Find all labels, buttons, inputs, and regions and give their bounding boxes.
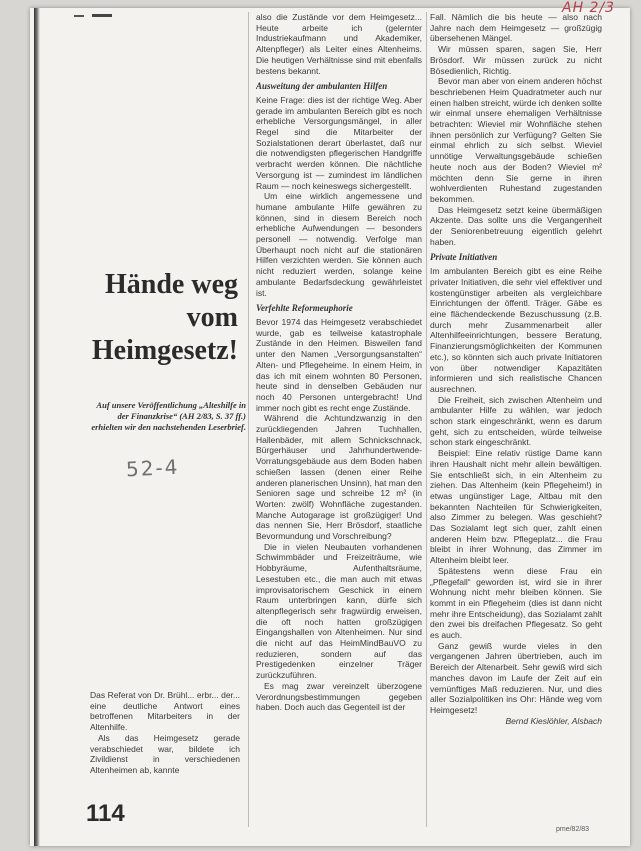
paragraph: Spätestens wenn diese Frau ein „Pflegefall“ geworden ist, wird sie in ihrer Wohnung nicht mehr bleiben können. Sie kommt in ein Pflegeheim (dies ist dann nicht mehr ihre Entscheidung), das Sozialamt zahlt den zwei bis dreifachen Pflegesatz. So geht es auch. <box>430 565 602 641</box>
handwritten-note: 52-4 <box>125 454 180 482</box>
column-divider <box>426 12 427 827</box>
paragraph: Die in vielen Neubauten vorhandenen Schwimmbäder und Freizeiträume, wie Hobbyräume, Aufenthaltsräume, Lesestuben etc., die man auch mit etwas improvisatorischem Geschick in einem Raum unterbringen kann, dürfe sich altenpflegerisch sehr fragwürdig erweisen, die oft noch hatten großzügigen Eingangshallen von Altenheimen. Nur sind die nicht auf das HeimMindBauVO zu reduzieren, sondern auf das Prestigedenken einzelner Träger zurückzuführen. <box>256 541 422 681</box>
paragraph: Die Freiheit, sich zwischen Altenheim und ambulanter Hilfe zu wählen, war jedoch schon stark eingeschränkt, wenn es darum geht, sich zu entscheiden, würde teilweise schon stark eingeschränkt. <box>430 394 602 448</box>
paragraph: Bevor man aber von einem anderen höchst beschriebenen Heim Quadratmeter auch nur einen halben streicht, würde ich denken sollte wir einmal unsere ehemaligen Verhältnisse betrachten: Wieviel mir Wohnfläche stehen ihnen persönlich zur Verfügung? Gelten Sie einmal ehrlich zu sich selbst. Wieviel unnötige Verwaltungsgebäude schießen heute noch aus der Boden? Wieviel m² möchten denn Sie gerne in ihren wohlverdienten Ruhestand zugestanden bekommen. <box>430 76 602 204</box>
paragraph: Wir müssen sparen, sagen Sie, Herr Brösdorf. Wir müssen zurück zu nicht Bösedienlich, Richtig. <box>430 44 602 76</box>
headline-line: Hände weg <box>105 269 238 300</box>
paragraph: Um eine wirklich angemessene und humane ambulante Hilfe gewähren zu können, sind in diesem Bereich noch erhebliche Aufwendungen — besonders personell — notwendig. Verfolge man Überhaupt noch nicht auf die stationären Hilfen verzichten werden. Sie können auch nicht reduziert werden, solange keine ambulante Bedarfsdeckung gewährleistet ist. <box>256 191 422 298</box>
headline-line: vom <box>186 302 238 333</box>
paragraph: Beispiel: Eine relativ rüstige Dame kann ihren Haushalt nicht mehr allein bewältigen. Sie entschließt sich, in ein Altenheim zu ziehen. Das Altenheim (kein Pflegeheim!) in etwas ungünstiger Lage, Altbau mit den bekannten Nachteilen für Schwierigkeiten, also Zimmer zu belegen. Was geschieht? Das Sozialamt legt sich quer, zahlt einen anderen Heim bzw. Pflegeplatz... die Frau bleibt in ihrer Wohnung, das Zimmer im Altenheim bleibt leer. <box>430 448 602 566</box>
column-divider <box>248 12 249 827</box>
article-headline <box>86 268 238 367</box>
scan-binding-edge <box>34 8 40 846</box>
article-deck: Auf unsere Veröffentlichung „Alteshilfe in der Finanzkrise“ (AH 2/83, S. 37 ff.) erhielten wir den nachstehenden Leserbrief. <box>91 400 246 432</box>
paragraph: Keine Frage: dies ist der richtige Weg. Aber gerade im ambulanten Bereich gibt es noch erhebliche Versorgungsmängel, in aller Regel sind die Mitarbeiter der Sozialstationen derart überlastet, daß nur die notwendigsten pflegerischen Handgriffe verbracht werden können. Die nächtliche Versorgung ist — zumindest im ländlichen Raum — noch keineswegs sichergestellt. <box>256 94 422 191</box>
page-number: 114 <box>86 800 125 827</box>
section-heading: Ausweitung der ambulanten Hilfen <box>256 81 388 92</box>
paragraph: Im ambulanten Bereich gibt es eine Reihe privater Initiativen, die sehr viel effektiver und kostengünstiger arbeiten als vergleichbare Einrichtungen der öffentl. Träger. Gäbe es eine flächendeckende Bezuschussung (z.B. durch mehr Zusammenarbeit aller Altenhilfeeinrichtungen, bessere Beratung, Finanzierungsmöglichkeiten der Kommunen etc.), so könnten sich auch private Initiatoren von über notwendiger Kapazitäten informieren und sich realistische Chancen ausrechnen. <box>430 266 602 394</box>
paragraph: Fall. Nämlich die bis heute — also nach Jahre nach dem Heimgesetz — großzügig übersehenen Mängel. <box>430 12 602 44</box>
text-column-1 <box>90 690 240 776</box>
pen-mark <box>74 15 84 17</box>
paragraph: also die Zustände vor dem Heimgesetz... Heute arbeite ich (gelernter Industriekaufmann und Akademiker, Altenpfleger) als Leiter eines Altenheims. Die heutigen Verhältnisse sind mit ebenfalls bestens bekannt. <box>256 12 422 76</box>
paragraph: Es mag zwar vereinzelt überzogene Verordnungsbestimmungen gegeben haben. Doch auch das Gegenteil ist der <box>256 680 422 713</box>
pen-mark <box>92 14 112 17</box>
footer-code: pme/82/83 <box>556 826 590 833</box>
section-heading: Verfehlte Reformeuphorie <box>256 303 353 314</box>
archive-stamp: AH 2/3 <box>562 0 616 16</box>
paragraph: Ganz gewiß wurde vieles in den vergangenen Jahren übertrieben, auch im Bereich der Altenarbeit. Sehr gewiß wird sich manches davon im Laufe der Zeit auf ein vernünftiges Maß reduzieren. Nur, und dies aller Sozialpolitiken ins Ohr: Hände weg vom Heimgesetz! <box>430 640 602 715</box>
section-heading: Private Initiativen <box>430 252 498 263</box>
paragraph: Während die Achtundzwanzig in den zurückliegenden Jahren Tuchhallen, Hallenbäder, mit allem Schnickschnack, Bürgerhäuser und Jahrhundertwende-Vorratungsgebäude aus dem Boden haben schießen lassen (denen einer Reihe anderen planerischen Unsinn), hat man den Senioren sage und schreibe 12 m² (in Worten: zwölf) Wohnfläche zugestanden. Manche Autogarage ist großzügiger! Und das nennen Sie, Herr Brösdorf, staatliche Bevormundung und Vorschreibung? <box>256 413 422 542</box>
headline-line: Heimgesetz! <box>91 335 238 366</box>
text-column-2 <box>256 12 422 802</box>
paragraph: Als das Heimgesetz gerade verabschiedet war, bildete ich Zivildienst in verschiedenen Altenheimen ab, kannte <box>90 732 240 775</box>
paragraph: Das Referat von Dr. Brühl... erbr... der... eine deutliche Antwort eines betroffenen Mitarbeiters in der Altenhilfe. <box>90 690 240 733</box>
text-column-3 <box>430 12 602 802</box>
paragraph: Bevor 1974 das Heimgesetz verabschiedet wurde, gab es teilweise katastrophale Zustände in den Heimen. Bisweilen fand unter den Namen „Versorgungsanstalten“ Alten- und Pflegeheime. In einem Heim, in das ich mit einem wohnten 80 Personen, heute sind in denselben Gebäuden nur noch 40 Personen untergebracht! Und immer noch gibt es recht enge Zustände. <box>256 316 422 413</box>
author-signature: Bernd Kieslöhler, Alsbach <box>505 715 602 726</box>
paragraph: Das Heimgesetz setzt keine übermäßigen Akzente. Das sollte uns die Vergangenheit der Seniorenbetreuung eigentlich gelehrt haben. <box>430 204 602 247</box>
